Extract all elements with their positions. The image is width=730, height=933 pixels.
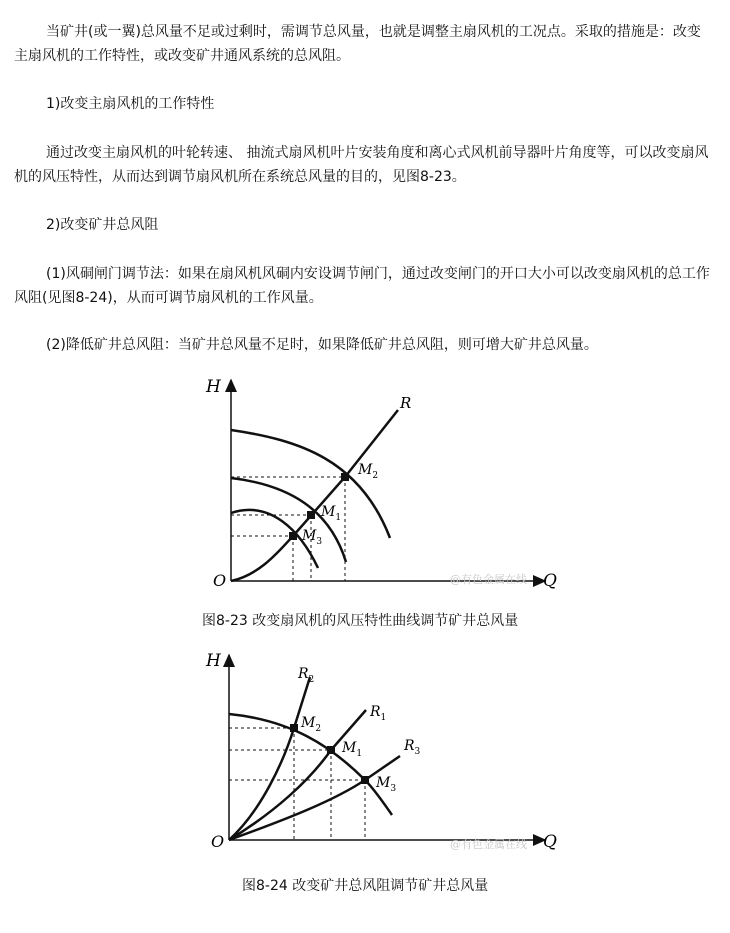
reduce-resistance-paragraph: (2)降低矿井总风阻：当矿井总风量不足时，如果降低矿井总风阻，则可增大矿井总风量。: [46, 337, 598, 353]
axis-label-h: H: [206, 377, 221, 397]
label-m3: $M_3$: [302, 528, 323, 547]
figure-8-23-chart: [195, 370, 565, 595]
point-m3: [289, 532, 297, 540]
origin-label: O: [213, 571, 227, 590]
gate-regulation-paragraph: (1)风硐闸门调节法：如果在扇风机风硐内安设调节闸门，通过改变闸门的开口大小可以改变扇风机的总工作风阻(见图8-24)，从而可调节扇风机的工作风量。: [14, 266, 710, 306]
axis-label-q: Q: [543, 832, 557, 852]
curve-label-r: R: [400, 394, 412, 412]
section-heading-mine-resistance: 2)改变矿井总风阻: [46, 217, 159, 233]
intro-paragraph: 当矿井(或一翼)总风量不足或过剩时，需调节总风量，也就是调整主扇风机的工况点。采取的措施是：改变主扇风机的工作特性，或改变矿井通风系统的总风阻。: [14, 24, 701, 64]
label-m1: $M_1$: [321, 504, 342, 523]
figure-8-23-caption: 图8-23 改变扇风机的风压特性曲线调节矿井总风量: [202, 613, 519, 629]
label-m2: $M_2$: [301, 715, 322, 734]
curve-label-r1: $R_1$: [370, 704, 387, 723]
curve-label-r3: $R_3$: [404, 738, 421, 757]
label-m3: $M_3$: [376, 775, 397, 794]
label-m2: $M_2$: [358, 462, 379, 481]
origin-label: O: [211, 832, 225, 851]
watermark-1: @有色金属在线: [450, 573, 527, 586]
point-m1: [327, 746, 335, 754]
fan-curve-mid: [231, 478, 346, 562]
axis-label-q: Q: [543, 571, 557, 591]
point-m2: [290, 724, 298, 732]
resistance-curve-r2: [229, 677, 310, 840]
axis-label-h: H: [206, 651, 221, 671]
fan-characteristics-paragraph: 通过改变主扇风机的叶轮转速、 抽流式扇风机叶片安装角度和离心式风机前导器叶片角度等，可以改变扇风机的风压特性，从而达到调节扇风机所在系统总风量的目的，见图8-23。: [14, 145, 709, 185]
resistance-curve-r: [231, 410, 398, 581]
resistance-curve-r3: [229, 756, 400, 840]
label-m1: $M_1$: [342, 740, 363, 759]
point-m1: [307, 511, 315, 519]
point-m3: [361, 776, 369, 784]
watermark-2: @有色金属在线: [450, 838, 527, 851]
point-m2: [341, 473, 349, 481]
curve-label-r2: $R_2$: [298, 666, 315, 685]
section-heading-fan-characteristics: 1)改变主扇风机的工作特性: [46, 96, 215, 112]
figure-8-24-chart: [195, 648, 565, 858]
figure-8-24-caption: 图8-24 改变矿井总风阻调节矿井总风量: [242, 878, 489, 894]
